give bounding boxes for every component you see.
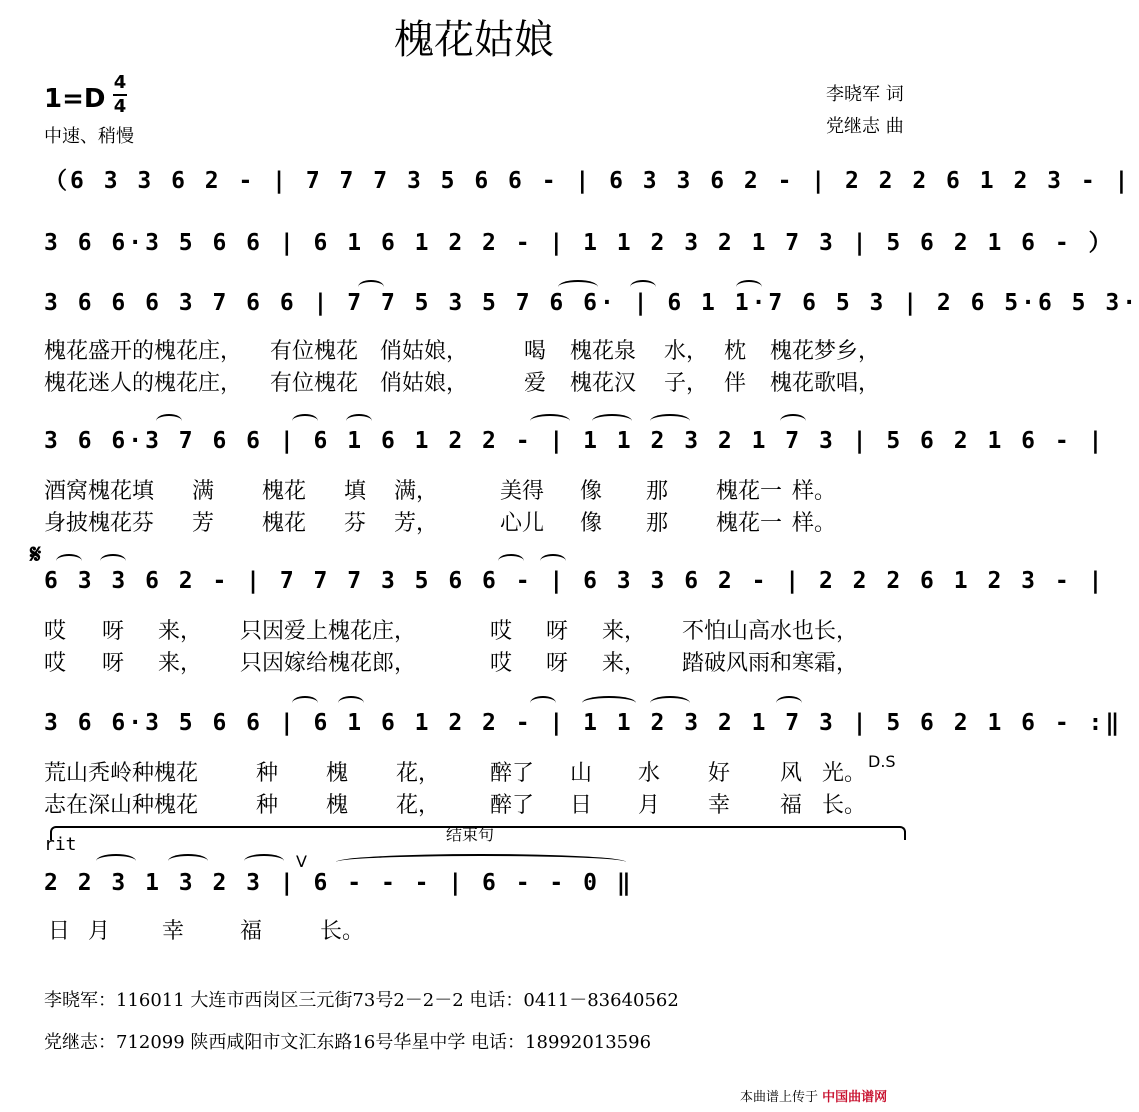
lyric: 槐花: [262, 479, 307, 504]
lyric: 不怕山高水也长，: [682, 619, 859, 644]
lyric: 呀: [102, 619, 125, 644]
lyric: 种: [256, 793, 279, 818]
lyric: 酒窝槐花填: [44, 479, 155, 504]
slur: [292, 696, 318, 710]
slur: [346, 414, 372, 428]
lyric: 呀: [102, 651, 125, 676]
lyric: 水: [638, 761, 661, 786]
dal-segno-marking: D.S: [868, 752, 896, 771]
lyric: 俏姑娘，: [380, 371, 469, 396]
slur: [358, 280, 384, 294]
notation-text: 2 2 3 1 3 2 3 | 6 - - - | 6 - - 0 ‖: [44, 870, 634, 896]
lyrics-verse2-line1: [44, 366, 924, 396]
music-row-1: [44, 158, 1132, 198]
slur: [100, 554, 126, 568]
slur: [530, 696, 556, 710]
slur: [630, 280, 656, 294]
slur: [558, 280, 598, 294]
slur: [168, 854, 208, 868]
notation-text: 3 6 6·3 5 6 6 | 6 1 6 1 2 2 - | 1 1 2 3 2 1 7 3 | 5 6 2 1 6 - ）: [44, 230, 1115, 256]
lyric: 长。: [320, 919, 365, 944]
lyrics-chorus1-line1: [44, 614, 924, 644]
lyric: 槐花歌唱，: [770, 371, 881, 396]
lyric: 来，: [158, 651, 203, 676]
lyric: 像: [580, 511, 603, 536]
slur: [776, 696, 802, 710]
lyric: 槐: [326, 793, 349, 818]
lyrics-verse1-line2: [44, 474, 924, 504]
lyric: 呀: [546, 619, 569, 644]
slur: [96, 854, 136, 868]
slur: [530, 414, 570, 428]
lyric: 那: [646, 511, 669, 536]
contact-composer: 党继志：712099 陕西咸阳市文汇东路16号华星中学 电话：18992013596: [44, 1032, 652, 1053]
lyric: 醉了: [490, 761, 535, 786]
lyric: 幸: [708, 793, 731, 818]
lyrics-ending: [44, 914, 924, 944]
lyric: 日: [48, 919, 71, 944]
lyric: 哎: [490, 651, 513, 676]
lyric: 槐: [326, 761, 349, 786]
lyric: 只因爱上槐花庄，: [240, 619, 417, 644]
lyric: 芳: [192, 511, 215, 536]
lyric: 那: [646, 479, 669, 504]
slur: [592, 414, 632, 428]
breath-mark: V: [296, 852, 307, 871]
slur: [292, 414, 318, 428]
lyric: 槐花迷人的槐花庄，: [44, 371, 243, 396]
site-footer: [740, 1086, 887, 1105]
lyric: 月: [638, 793, 661, 818]
lyric: 槐花汉: [570, 371, 637, 396]
notation-text: 3 6 6·3 7 6 6 | 6 1 6 1 2 2 - | 1 1 2 3 2 1 7 3 | 5 6 2 1 6 - |: [44, 428, 1106, 454]
composer-credit: 党继志 曲: [826, 116, 904, 137]
lyric: 槐花梦乡，: [770, 339, 881, 364]
lyric: 芬: [344, 511, 367, 536]
lyric: 样。: [792, 511, 837, 536]
lyric: 长。: [822, 793, 867, 818]
lyric: 山: [570, 761, 593, 786]
lyric: 槐花泉: [570, 339, 637, 364]
lyric: 好: [708, 761, 731, 786]
lyric: 福: [780, 793, 803, 818]
lyric: 芳，: [394, 511, 439, 536]
music-row-2: [44, 220, 1115, 260]
lyric: 有位槐花: [270, 371, 359, 396]
slur: [736, 280, 762, 294]
lyric: 俏姑娘，: [380, 339, 469, 364]
lyric: 来，: [158, 619, 203, 644]
lyric: 风: [780, 761, 803, 786]
lyric: 美得: [500, 479, 545, 504]
lyrics-chorus2-line1: [44, 646, 924, 676]
slur: [650, 414, 690, 428]
notation-text: 3 6 6·3 5 6 6 | 6 1 6 1 2 2 - | 1 1 2 3 2 1 7 3 | 5 6 2 1 6 - :‖: [44, 710, 1123, 736]
lyricist-credit: 李晓军 词: [826, 84, 904, 105]
music-row-6: [44, 706, 1123, 746]
lyric: 来，: [602, 651, 647, 676]
segno-sign: 𝄋: [30, 540, 42, 570]
music-row-4: [44, 424, 1106, 464]
lyric: 爱: [524, 371, 547, 396]
lyrics-chorus2-line2: [44, 788, 924, 818]
lyric: 月: [88, 919, 111, 944]
lyric: 哎: [490, 619, 513, 644]
lyric: 身披槐花芬: [44, 511, 155, 536]
lyric: 日: [570, 793, 593, 818]
lyrics-verse2-line2: [44, 506, 924, 536]
lyric: 哎: [44, 619, 67, 644]
slur: [244, 854, 284, 868]
lyric: 槐花盛开的槐花庄，: [44, 339, 243, 364]
notation-text: 3 6 6 6 3 7 6 6 | 7 7 5 3 5 7 6 6· | 6 1 1·7 6 5 3 | 2 6 5·6 5 3·: [44, 290, 1139, 316]
lyric: 伴: [724, 371, 747, 396]
lyric: 槐花一: [716, 479, 783, 504]
lyric: 槐花: [262, 511, 307, 536]
lyric: 喝: [524, 339, 547, 364]
lyric: 填: [344, 479, 367, 504]
slur: [582, 696, 636, 710]
lyric: 福: [240, 919, 263, 944]
lyric: 槐花一: [716, 511, 783, 536]
time-signature: [112, 72, 128, 118]
lyric: 种: [256, 761, 279, 786]
music-row-5: [44, 564, 1106, 604]
lyric: 醉了: [490, 793, 535, 818]
footer-text: 本曲谱上传于: [740, 1090, 819, 1105]
lyric: 只因嫁给槐花郎，: [240, 651, 417, 676]
slur: [780, 414, 806, 428]
lyric: 样。: [792, 479, 837, 504]
contact-lyricist: 李晓军：116011 大连市西岗区三元街73号2－2－2 电话：0411－83640562: [44, 990, 679, 1011]
music-row-3: [44, 286, 1139, 326]
time-signature-top: 4: [113, 72, 127, 93]
lyric: 满，: [394, 479, 439, 504]
slur: [156, 414, 182, 428]
slur: [338, 696, 364, 710]
notation-text: （6 3 3 6 2 - | 7 7 7 3 5 6 6 - | 6 3 3 6 2 - | 2 2 2 6 1 2 3 - |: [44, 168, 1132, 194]
key-signature: 1=D: [44, 84, 106, 114]
lyric: 满: [192, 479, 215, 504]
time-signature-bottom: 4: [113, 96, 127, 117]
lyrics-chorus1-line2: [44, 756, 924, 786]
lyric: 像: [580, 479, 603, 504]
tempo-marking: 中速、稍慢: [44, 126, 134, 147]
ritardando-marking: rit: [44, 834, 77, 855]
lyric: 荒山秃岭种槐花: [44, 761, 199, 786]
lyric: 枕: [724, 339, 747, 364]
lyric: 花，: [396, 761, 441, 786]
notation-text: 6 3 3 6 2 - | 7 7 7 3 5 6 6 - | 6 3 3 6 2 - | 2 2 2 6 1 2 3 - |: [44, 568, 1106, 594]
lyric: 水，: [664, 339, 709, 364]
slur: [650, 696, 690, 710]
lyric: 呀: [546, 651, 569, 676]
lyrics-verse1-line1: [44, 334, 924, 364]
slur: [56, 554, 82, 568]
lyric: 哎: [44, 651, 67, 676]
page-title: 槐花姑娘: [394, 17, 554, 63]
lyric: 有位槐花: [270, 339, 359, 364]
lyric: 来，: [602, 619, 647, 644]
lyric: 踏破风雨和寒霜，: [682, 651, 859, 676]
lyric: 花，: [396, 793, 441, 818]
lyric: 光。: [822, 761, 867, 786]
ending-label: 结束句: [446, 825, 495, 844]
lyric: 心儿: [500, 511, 545, 536]
slur: [498, 554, 524, 568]
lyric: 志在深山种槐花: [44, 793, 199, 818]
site-logo[interactable]: 中国曲谱网: [822, 1090, 888, 1105]
music-row-ending: [44, 866, 924, 906]
lyric: 子，: [664, 371, 709, 396]
lyric: 幸: [162, 919, 185, 944]
slur: [540, 554, 566, 568]
